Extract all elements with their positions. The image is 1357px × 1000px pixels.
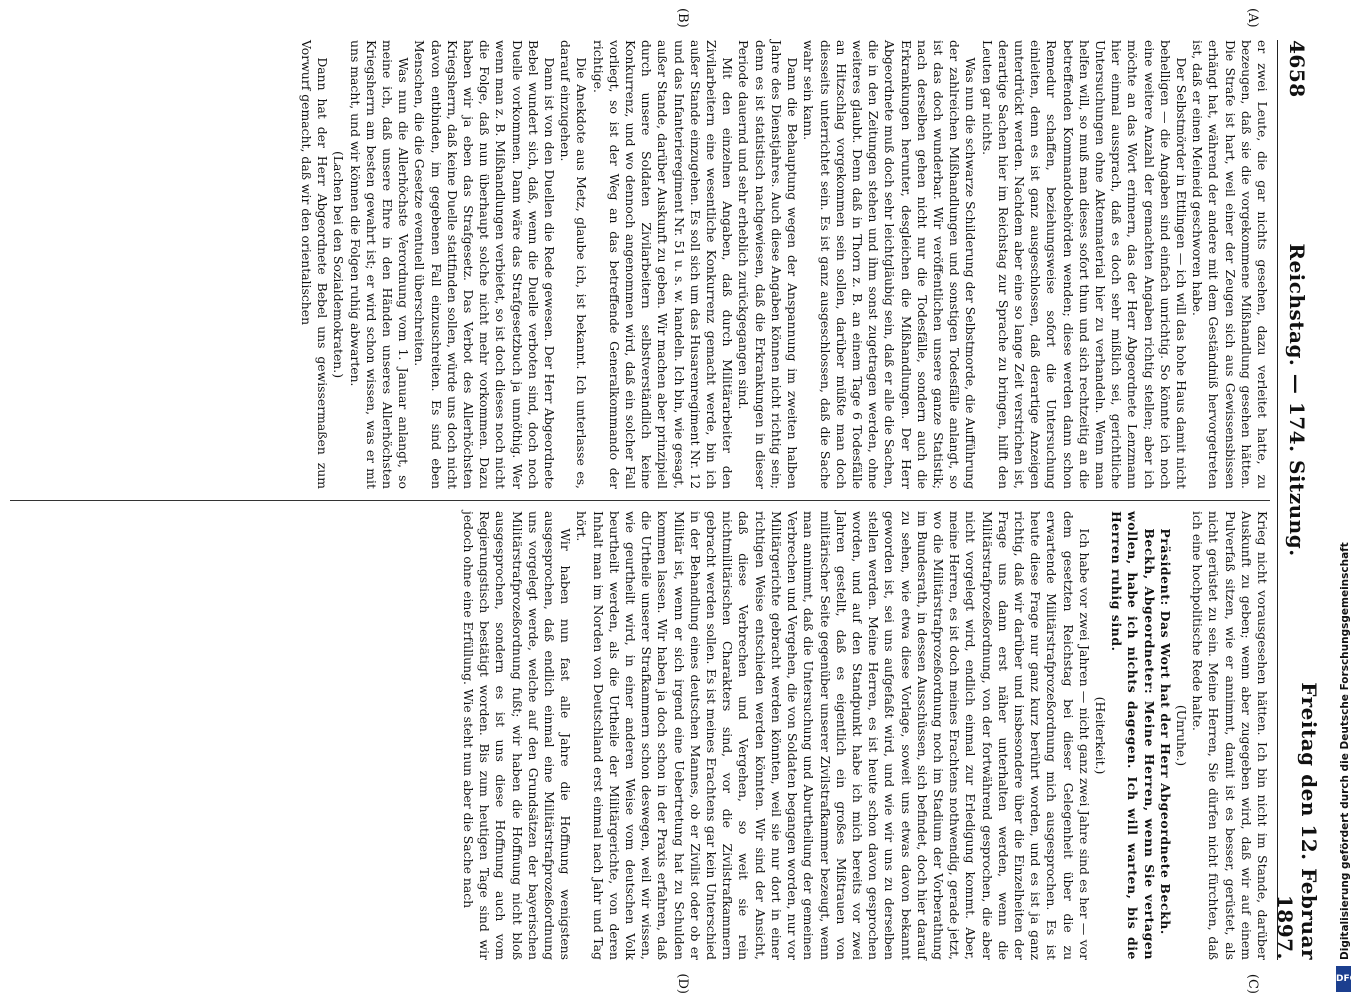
speaker-name: Beckh, Abgeordneter: Meine Herren, wenn Sie vertagen wollen, habe ich nichts dagegen. Ich will warten, bis die Herren ruhig sind. xyxy=(1109,511,1157,960)
right-column-paragraph xyxy=(1157,511,1173,960)
page-number: 4658 xyxy=(1285,40,1309,98)
margin-letter-a: (A) xyxy=(1245,8,1260,28)
header-date: Freitag den 12. Februar 1897. xyxy=(1273,682,1321,960)
right-column-paragraph xyxy=(1108,511,1157,960)
digitization-strip xyxy=(1334,0,1357,1000)
right-column xyxy=(10,511,1270,960)
left-column-paragraph: Die Anekdote aus Metz, glaube ich, ist bekannt. Ich unterlasse es, darauf einzugehen. xyxy=(558,40,590,489)
right-column-paragraph: Wir haben nun fast alle Jahre die Hoffnung wenigstens ausgesprochen, daß endlich einmal eine Militärstrafprozeßordnung uns vorgelegt werde, welche auf den Grundsätzen der bayerischen Militärstrafprozeßordnung fußt; wir haben die Hoffnung nicht bloß ausgesprochen, sondern es ist uns diese Hoffnung auch vom Regierungstisch bestätigt worden. Bis zum heutigen Tage sind wir jedoch ohne eine Erfüllung. Wie steht nun aber die Sache nach xyxy=(461,511,574,960)
right-column-paragraph: Ich habe vor zwei Jahren — nicht ganz zwei Jahre sind es her — vor dem gesetzten Reichstag bei dieser Gelegenheit über die zu erwartende Militärstrafprozeßordnung mich ausgesprochen. Es ist heute diese Frage nur ganz kurz berührt worden, und es ist ja ganz richtig, daß wir darüber und insbesondere über die Einzelheiten der Frage uns dann erst näher unterhalten werden, wenn die Militärstrafprozeßordnung, von der fortwährend gesprochen, die aber nicht vorgelegt wird, endlich einmal zur Erledigung kommt. Aber, meine Herren, es ist doch meines Erachtens nothwendig, gerade jetzt, wo die Militärstrafprozeßordnung noch im Stadium der Vorberathung im Bundesrath, in dessen Ausschüssen, sich befindet, doch hier darauf zu sehen, wie etwa diese Vorlage, soweit uns etwas davon bekannt geworden ist, sei uns aufgefaßt wird, und wie wir uns zu derselben stellen werden. Meine Herren, es ist heute schon davon gesprochen worden, und auf den Standpunkt habe ich mich bereits vor zwei Jahren gestellt, daß es eigentlich ein großes Mißtrauen von militärischer Seite gegenüber unserer Zivilstrafkammer bezeugt, wenn man annimmt, daß die Untersuchung und Aburtheilung der gemeinen Verbrechen und Vergehen, die von Soldaten begangen worden, nur vor Militärgerichte gebracht werden könnten, weil sie nur dort in einer richtigen Weise entschieden werden könnten. Wir sind der Ansicht, daß diese Verbrechen und Vergehen, so weit sie rein nichtmilitärischen Charakters sind, vor die Zivilstrafkammern gebracht werden sollen. Es ist meines Erachtens gar kein Unterschied in der Behandlung eines deutschen Mannes, ob er Zivilist oder ob er Militär ist, wenn er sich irgend eine Uebertretung hat zu Schulden kommen lassen. Wir haben ja doch schon in der Praxis erfahren, daß die Urtheile unserer Strafkammern schon deswegen, weil wir wissen, wie geurtheilt wird, in einer anderen Weise vom deutschen Volk beurtheilt werden, als die Urtheile der Militärgerichte, von deren Inhalt man im Norden von Deutschland erst einmal nach Jahr und Tag hört. xyxy=(574,511,1092,960)
margin-letter-c: (C) xyxy=(1245,973,1260,994)
header-rule xyxy=(1277,40,1278,960)
left-column-paragraph: Mit den einzelnen Angaben, daß durch Militärarbeiter den Zivilarbeitern eine wesentliche Konkurrenz gemacht werde, bin ich außer Stande einzugehen. Es soll sich um das Husarenregiment Nr. 12 und das Infanterieregiment Nr. 51 u. s. w. handeln. Ich bin, wie gesagt, außer Stande, darüber Auskunft zu geben. Wir machen aber prinzipiell durch unsere Soldaten Zivilarbeitern selbstverständlich keine Konkurrenz, und wo dennoch angenommen wird, daß ein solcher Fall vorliegt, so ist der Weg an das betreffende Generalkommando der richtige. xyxy=(590,40,736,489)
left-column-paragraph: Was nun die Allerhöchste Verordnung vom 1. Januar anlangt, so meine ich, daß unsere Ehre in den Händen unseres Allerhöchsten Kriegsherrn am besten gewahrt ist; er wird schon wissen, was er mit uns macht, und wir können die Folgen ruhig abwarten. xyxy=(347,40,412,489)
left-column-paragraph: Was nun die schwarze Schilderung der Selbstmorde, die Aufführung der zahlreichen Mißhandlungen und sonstigen Todesfälle anlangt, so ist das doch wunderbar. Wir veröffentlichen unsere ganze Statistik; nach derselben gehen nicht nur die Todesfälle, sondern auch die Erkrankungen herunter, desgleichen die Mißhandlungen. Der Herr Abgeordnete muß doch sehr leichtgläubig sein, daß er alle die Sachen, die in den Zeitungen stehen und ihm sonst zugetragen werden, ohne weiteres glaubt. Denn daß in Thorn z. B. an einem Tage 6 Todesfälle an Hitzschlag vorgekommen sein sollen, darüber müßte man doch diesseits unterrichtet sein. Es ist ganz ausgeschlossen, daß die Sache wahr sein kann. xyxy=(801,40,979,489)
margin-letter-d: (D) xyxy=(675,973,690,994)
dfg-logo: DFG xyxy=(1336,966,1351,992)
right-column-paragraph: (Unruhe.) xyxy=(1173,704,1189,767)
running-head xyxy=(1273,40,1321,960)
right-column-paragraph: Krieg nicht vorausgesehen hätten. Ich bin nicht im Stande, darüber Auskunft zu geben; wenn aber zugegeben wird, daß wir auf einem Pulverfaß sitzen, wie er annimmt, damit ist es besser, gerüstet, als nicht gerüstet zu sein. Meine Herren, Sie dürfen nicht fürchten, daß ich eine hochpolitische Rede halte. xyxy=(1190,511,1270,960)
left-column-paragraph: Dann hat der Herr Abgeordnete Bebel uns gewissermaßen zum Vorwurf gemacht, daß wir den orientalischen xyxy=(299,40,331,489)
column-divider xyxy=(10,500,1270,501)
left-column-paragraph: er zwei Leute, die gar nichts gesehen, dazu verleitet hatte, zu bezeugen, daß sie die vorgekommene Mißhandlung gesehen hätten. Die Strafe ist hart, weil einer der Zeugen sich aus Gewissensbissen erhängt hat, während der andere mit dem Geständniß hervorgetreten ist, daß er einen Meineid geschworen habe. xyxy=(1190,40,1270,489)
left-column-paragraph: Dann die Behauptung wegen der Anspannung im zweiten halben Jahre des Dienstjahres. Auch diese Angaben können nicht richtig sein; denn es ist statistisch nachgewiesen, daß die Erkrankungen in dieser Periode dauernd und sehr erheblich zurückgegangen sind. xyxy=(736,40,801,489)
header-title: Reichstag. — 174. Sitzung. xyxy=(1285,243,1309,557)
left-column xyxy=(10,40,1270,489)
left-column-paragraph: Der Selbstmörder in Ettlingen — ich will das hohe Haus damit nicht behelligen — die Angaben sind einfach unrichtig. So könnte ich noch eine weitere Anzahl der gemachten Angaben richtig stellen; aber ich möchte an das Wort erinnern, das der Herr Abgeordnete Lenzmann hier einmal aussprach, daß es doch sehr mißlich sei, gerichtliche Untersuchungen ohne Aktenmaterial hier zu verhandeln. Wenn man helfen will, so muß man dieses sofort thun und sich rechtzeitig an die betreffenden Kommandobehörden wenden; diese werden dann schon Remedur schaffen, beziehungsweise sofort die Untersuchung einleiten, denn es ist ganz ausgeschlossen, daß derartige Anzeigen unterdrückt werden. Nachdem aber eine so lange Zeit verstrichen ist, derartige Sachen hier im Reichstag zur Sprache zu bringen, hilft den Leuten gar nichts. xyxy=(979,40,1189,489)
speaker-name: Präsident: Das Wort hat der Herr Abgeordnete Beckh. xyxy=(1157,528,1173,935)
left-column-paragraph: (Lachen bei den Sozialdemokraten.) xyxy=(331,150,347,379)
left-column-paragraph: Dann ist von den Duellen die Rede gewesen. Der Herr Abgeordnete Bebel wundert sich, daß, wenn die Duelle verboten sind, doch noch Duelle vorkommen. Dann wäre das Strafgesetzbuch ja unnöthig. Wer wenn man z. B. Mißhandlungen verbietet, so ist doch dieses noch nicht die Folge, daß nun überhaupt solche nicht mehr vorkommen. Dazu haben wir ja eben das Strafgesetz. Das Verbot des Allerhöchsten Kriegsherrn, daß keine Duelle stattfinden sollen, würde uns doch nicht davon entbinden, im gegebenen Fall einzuschreiten. Es sind eben Menschen, die die Gesetze eventuell überschreiten. xyxy=(412,40,558,489)
margin-letter-b: (B) xyxy=(675,8,690,28)
right-column-paragraph: (Heiterkeit.) xyxy=(1092,696,1108,775)
digitization-notice: Digitalisierung gefördert durch die Deutsche Forschungsgemeinschaft xyxy=(1339,542,1351,960)
